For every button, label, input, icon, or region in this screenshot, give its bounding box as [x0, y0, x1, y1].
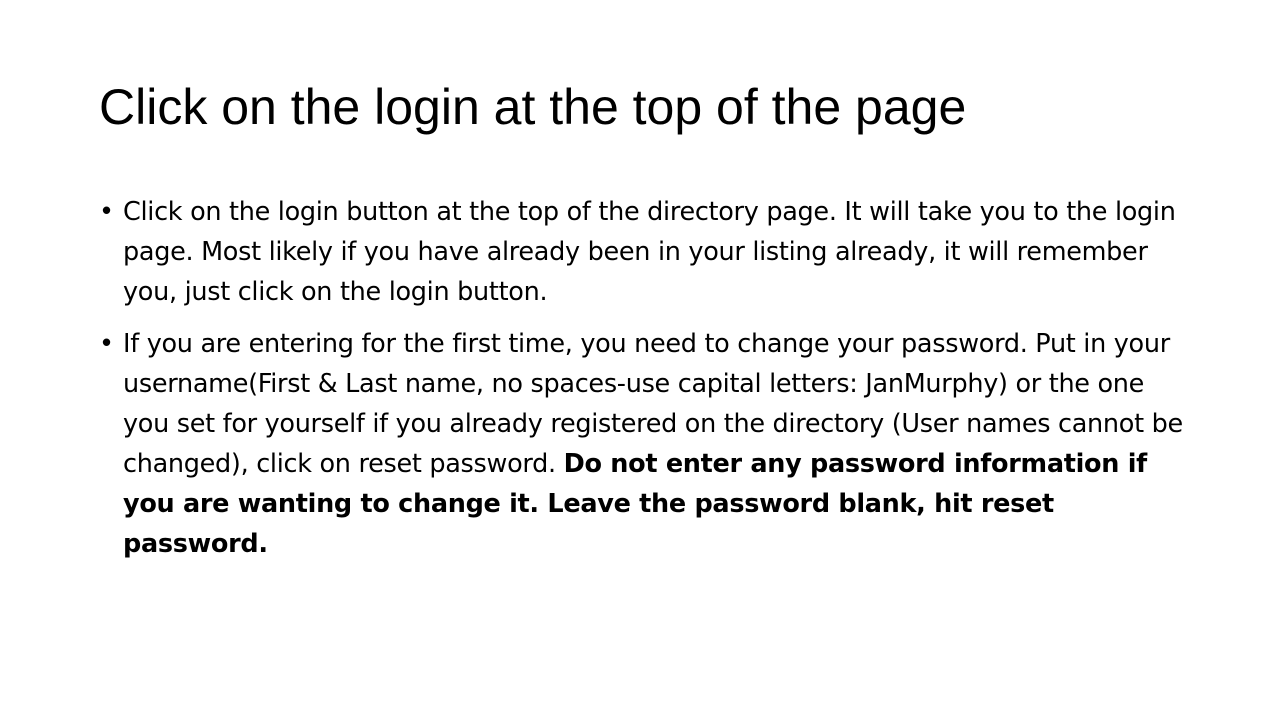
bullet-list — [99, 192, 1184, 564]
bullet-item-reset-password — [99, 324, 1184, 564]
bullet-text: Click on the login button at the top of the directory page. It will take you to the login page. Most likely if you have already been in your listing already, it will remember you, just click on the login button. — [123, 197, 1176, 307]
bullet-text: If you are entering for the first time, you need to change your password. Put in your username(First & Last name, no spaces-use capital letters: JanMurphy) or the one you set for yourself if you already registered on the directory (User names cannot be changed), click on reset password. — [123, 329, 1183, 479]
bullet-bold-warning: Do not enter any password information if you are wanting to change it. Leave the password blank, hit reset password. — [123, 449, 1147, 559]
bullet-item-login-button — [99, 192, 1184, 312]
bullet-marker: • — [99, 197, 114, 227]
bullet-marker: • — [99, 329, 114, 359]
slide-title: Click on the login at the top of the page — [99, 79, 967, 135]
